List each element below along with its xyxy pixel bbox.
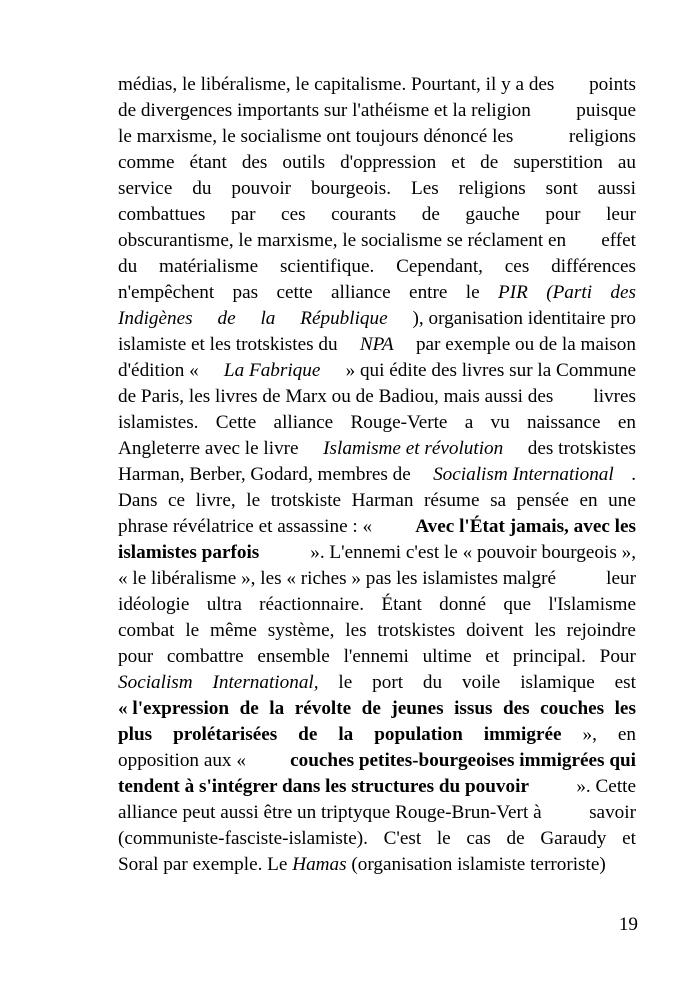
text-run: voile [461,672,501,693]
text-run: du [422,672,443,693]
page-number: 19 [618,914,638,935]
text-run: population [374,724,463,745]
text-run: les [345,620,367,641]
text-line [118,644,636,670]
text-run: C'est [383,828,422,849]
text-run: ), organisation identitaire pro [412,308,636,329]
text-run: Avec l'État jamais, avec les [415,516,636,537]
text-run: naissance [527,412,601,433]
text-line [118,748,636,774]
text-run: donné [439,594,487,615]
text-run: en [617,724,636,745]
text-run: (communiste-fasciste-islamiste). [118,828,368,849]
text-run: Socialism [118,672,193,693]
text-line [118,280,636,306]
text-run: religions [458,178,526,199]
text-run: de [480,152,499,173]
text-run: Islamisme et révolution [323,438,504,459]
text-line [118,254,636,280]
text-run: le [185,620,200,641]
text-line [118,540,636,566]
text-run: en [579,490,598,511]
text-run: des [241,152,268,173]
text-run: le [338,672,353,693]
text-run: savoir [589,802,636,823]
text-run: PIR [497,282,528,303]
text-line [118,410,636,436]
text-line [118,852,636,878]
text-run: que [503,594,532,615]
text-run: de [506,828,525,849]
text-run: de [421,204,440,225]
text-run: Soral par exemple. Le [118,854,293,875]
text-run: le [436,828,451,849]
text-run: islamiste et les trotskistes du [118,334,343,355]
text-run: islamistes. [118,412,199,433]
text-run: République [300,308,388,329]
text-run: gauche [465,204,520,225]
text-line [118,618,636,644]
text-run: religions [568,126,636,147]
text-run: islamique [520,672,595,693]
text-line [118,150,636,176]
text-run: bourgeois. [310,178,392,199]
text-run: Socialism International [433,464,614,485]
text-run: leur [606,204,636,225]
text-run: comme [118,152,175,173]
text-run: résume [424,490,480,511]
text-run: ces [504,256,530,277]
text-run: du [192,178,212,199]
text-run: système, [267,620,335,641]
body-paragraph [118,72,636,878]
text-run: couches [540,698,605,719]
text-run: combattues [118,204,206,225]
text-run: pouvoir [231,178,292,199]
text-run: phrase révélatrice et assassine : « [118,516,377,537]
text-line [118,228,636,254]
text-run: « l'expression [118,698,230,719]
text-run: ». L'ennemi c'est le « pouvoir bourgeois », [305,542,636,563]
text-run: ensemble [257,646,330,667]
text-line [118,358,636,384]
text-run: entre [409,282,448,303]
text-line [118,384,636,410]
text-run: en [617,412,636,433]
text-run: matérialisme [159,256,259,277]
text-line [118,696,636,722]
text-line [118,202,636,228]
text-run: les [614,698,636,719]
text-run: Angleterre avec le livre [118,438,304,459]
text-line [118,722,636,748]
text-run: courants [331,204,397,225]
text-run: (Parti [546,282,593,303]
text-run: et [451,152,466,173]
text-run: sa [490,490,507,511]
text-run: trotskistes [377,620,456,641]
text-run: prolétarisées [173,724,278,745]
text-run: Indigènes [118,308,193,329]
text-run: d'édition « [118,360,204,381]
text-run: la [260,308,276,329]
text-run: La Fabrique [223,360,321,381]
text-run: (organisation islamiste terroriste) [346,854,606,875]
text-run: des trotskistes [523,438,636,459]
text-line [118,176,636,202]
text-run: révolte [294,698,352,719]
text-run: est [614,672,636,693]
text-run: plus [118,724,153,745]
text-run: principal. [512,646,586,667]
text-run: . [631,464,636,485]
text-run: de divergences importants sur l'athéisme et la religion [118,100,531,121]
text-run: pensée [516,490,569,511]
text-run: jeunes [391,698,444,719]
text-run: Les [410,178,439,199]
text-run: des [502,698,530,719]
text-line [118,488,636,514]
page-body-text [118,72,636,878]
text-run: et [485,646,500,667]
text-run: Cette [215,412,257,433]
text-run: » qui édite des livres sur la Commune [340,360,636,381]
text-run: même [210,620,257,641]
text-run: trotskiste [270,490,342,511]
text-run: points [589,74,636,95]
text-run: l'Islamisme [548,594,636,615]
text-run: du [118,256,138,277]
text-line [118,332,636,358]
text-run: de [298,724,318,745]
text-run: leur [606,568,636,589]
text-run: les [534,620,556,641]
text-run: de Paris, les livres de Marx ou de Badiou, mais aussi des [118,386,554,407]
text-run: outils [282,152,326,173]
text-run: une [608,490,636,511]
text-run: la [269,698,285,719]
text-run: Étant [381,594,422,615]
text-run: cette [276,282,313,303]
text-line [118,98,636,124]
text-line [118,514,636,540]
text-run: cas [466,828,491,849]
text-run: ce [168,490,186,511]
text-run: Pour [599,646,636,667]
text-run: Garaudy [540,828,607,849]
text-run: livres [593,386,636,407]
text-run: combat [118,620,175,641]
text-run: combattre [166,646,244,667]
text-run: immigrée [483,724,562,745]
text-run: médias, le libéralisme, le capitalisme. Pourtant, il y a des [118,74,555,95]
text-run: islamistes parfois [118,542,260,563]
text-run: le marxisme, le socialisme ont toujours dénoncé les [118,126,514,147]
text-line [118,436,636,462]
text-run: ultra [206,594,242,615]
text-line [118,670,636,696]
text-run: pour [118,646,154,667]
text-run: « le libéralisme », les « riches » pas les islamistes malgré [118,568,557,589]
text-run: par exemple ou de la maison [411,334,636,355]
text-run: opposition aux « [118,750,251,771]
text-run: le [465,282,480,303]
text-line [118,124,636,150]
text-line [118,72,636,98]
text-line [118,592,636,618]
text-run: ces [281,204,306,225]
text-line [118,800,636,826]
text-line [118,462,636,488]
text-run: des [610,282,636,303]
text-run: alliance peut aussi être un triptyque Rouge-Brun-Vert à [118,802,542,823]
text-line [118,566,636,592]
text-run: vu [490,412,510,433]
text-run: port [372,672,404,693]
text-run: alliance [273,412,334,433]
text-line [118,306,636,332]
text-run: par [230,204,256,225]
text-run: doivent [466,620,524,641]
text-run: ». Cette [571,776,636,797]
text-run: scientifique. [279,256,375,277]
text-run: de [217,308,236,329]
text-run: et [622,828,636,849]
text-run: aussi [597,178,636,199]
text-run: », [582,724,597,745]
text-run: tendent à s'intégrer dans les structures du pouvoir [118,776,529,797]
text-line [118,774,636,800]
text-run: d'oppression [340,152,437,173]
text-run: au [617,152,636,173]
text-run: réactionnaire. [259,594,365,615]
text-run: Harman, Berber, Godard, membres de [118,464,416,485]
text-run: livre, [195,490,236,511]
text-run: couches petites-bourgeoises immigrées qui [290,750,636,771]
text-run: de [361,698,381,719]
text-run: étant [189,152,227,173]
text-run: pas [232,282,259,303]
text-run: Rouge-Verte [350,412,448,433]
text-run: issus [454,698,493,719]
text-run: ultime [422,646,472,667]
text-run: puisque [576,100,636,121]
text-run: Harman [351,490,414,511]
text-run: service [118,178,173,199]
text-run: pour [545,204,581,225]
text-run: NPA [359,334,394,355]
text-run: effet [601,230,636,251]
text-run: de [239,698,259,719]
text-run: Hamas [292,854,347,875]
text-run: obscurantisme, le marxisme, le socialisme se réclament en [118,230,567,251]
text-run: Cependant, [396,256,483,277]
text-run: International, [212,672,319,693]
text-run: différences [551,256,636,277]
text-run: l'ennemi [343,646,409,667]
text-run: rejoindre [566,620,636,641]
text-line [118,826,636,852]
text-run: Dans [118,490,158,511]
text-run: n'empêchent [118,282,215,303]
text-run: a [464,412,474,433]
text-run: idéologie [118,594,190,615]
text-run: sont [545,178,578,199]
text-run: le [246,490,261,511]
text-run: alliance [331,282,391,303]
text-run: la [338,724,354,745]
text-run: superstition [513,152,603,173]
